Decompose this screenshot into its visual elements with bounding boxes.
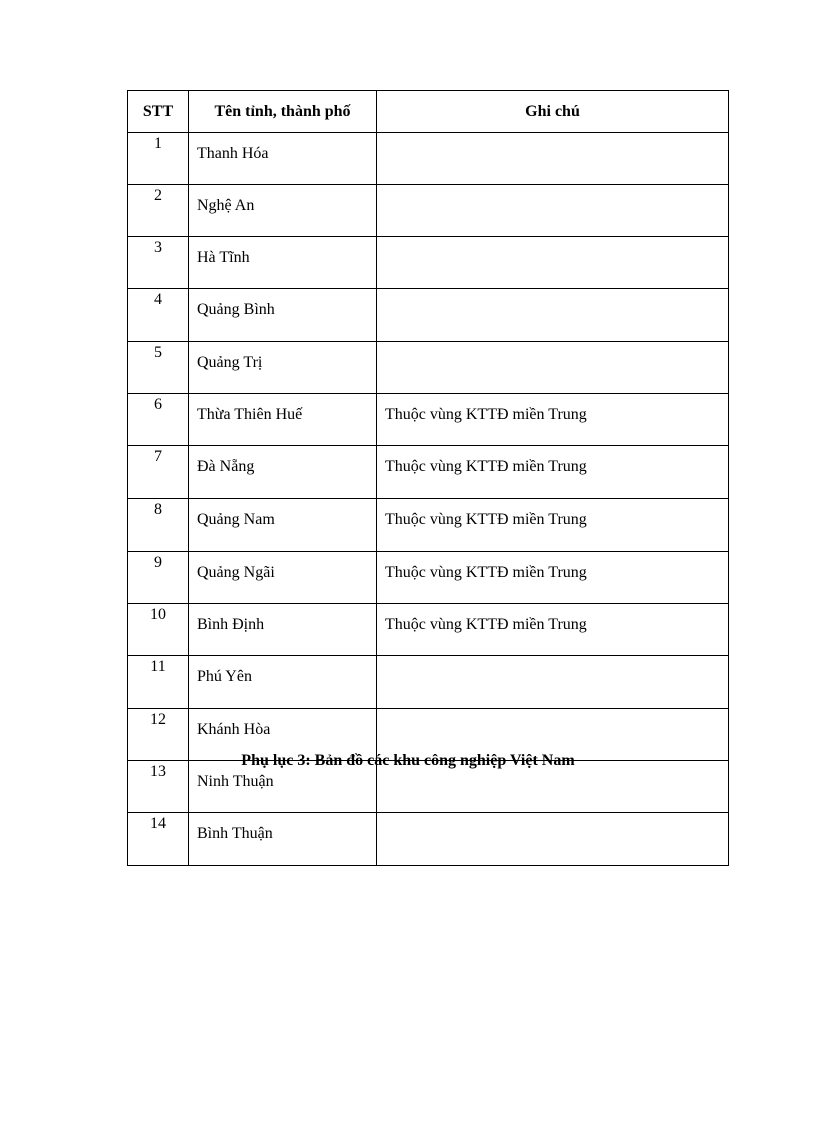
row-note: [377, 237, 729, 289]
row-province-name: Hà Tĩnh: [189, 237, 377, 289]
row-province-name: Ninh Thuận: [189, 761, 377, 813]
row-province-name: Khánh Hòa: [189, 709, 377, 761]
row-note: [377, 342, 729, 394]
table-row: [128, 446, 729, 499]
table-row: [128, 552, 729, 604]
table-row: [128, 604, 729, 656]
row-province-name: Quảng Nam: [189, 499, 377, 552]
table-row: [128, 656, 729, 709]
row-province-name: Phú Yên: [189, 656, 377, 709]
appendix-caption: Phụ lục 3: Bản đồ các khu công nghiệp Việt Nam: [241, 752, 575, 769]
table-row: [128, 237, 729, 289]
table-header-row: [128, 91, 729, 133]
header-note: Ghi chú: [377, 91, 729, 133]
row-province-name: Bình Thuận: [189, 813, 377, 866]
row-note: Thuộc vùng KTTĐ miền Trung: [377, 604, 729, 656]
provinces-table: [127, 90, 729, 866]
row-province-name: Thanh Hóa: [189, 133, 377, 185]
row-province-name: Bình Định: [189, 604, 377, 656]
header-stt: STT: [128, 91, 189, 133]
header-province-name: Tên tỉnh, thành phố: [189, 91, 377, 133]
row-stt: 8: [128, 499, 189, 552]
row-note: [377, 813, 729, 866]
row-note: Thuộc vùng KTTĐ miền Trung: [377, 446, 729, 499]
row-stt: 10: [128, 604, 189, 656]
row-note: [377, 656, 729, 709]
row-note: Thuộc vùng KTTĐ miền Trung: [377, 552, 729, 604]
row-province-name: Quảng Trị: [189, 342, 377, 394]
row-stt: 5: [128, 342, 189, 394]
row-province-name: Thừa Thiên Huế: [189, 394, 377, 446]
table-row: [128, 813, 729, 866]
row-note: Thuộc vùng KTTĐ miền Trung: [377, 499, 729, 552]
table-row: [128, 289, 729, 342]
table-row: [128, 133, 729, 185]
row-province-name: Quảng Bình: [189, 289, 377, 342]
row-stt: 9: [128, 552, 189, 604]
row-stt: 1: [128, 133, 189, 185]
row-note: [377, 185, 729, 237]
row-stt: 13: [128, 761, 189, 813]
row-stt: 6: [128, 394, 189, 446]
row-stt: 2: [128, 185, 189, 237]
row-province-name: Đà Nẵng: [189, 446, 377, 499]
row-province-name: Nghệ An: [189, 185, 377, 237]
table-row: [128, 185, 729, 237]
row-province-name: Quảng Ngãi: [189, 552, 377, 604]
row-stt: 11: [128, 656, 189, 709]
row-stt: 14: [128, 813, 189, 866]
table-row: [128, 499, 729, 552]
row-stt: 12: [128, 709, 189, 761]
row-note: [377, 133, 729, 185]
row-note: Thuộc vùng KTTĐ miền Trung: [377, 394, 729, 446]
table-row: [128, 394, 729, 446]
row-note: [377, 289, 729, 342]
row-stt: 7: [128, 446, 189, 499]
table-row: [128, 342, 729, 394]
row-stt: 4: [128, 289, 189, 342]
row-stt: 3: [128, 237, 189, 289]
